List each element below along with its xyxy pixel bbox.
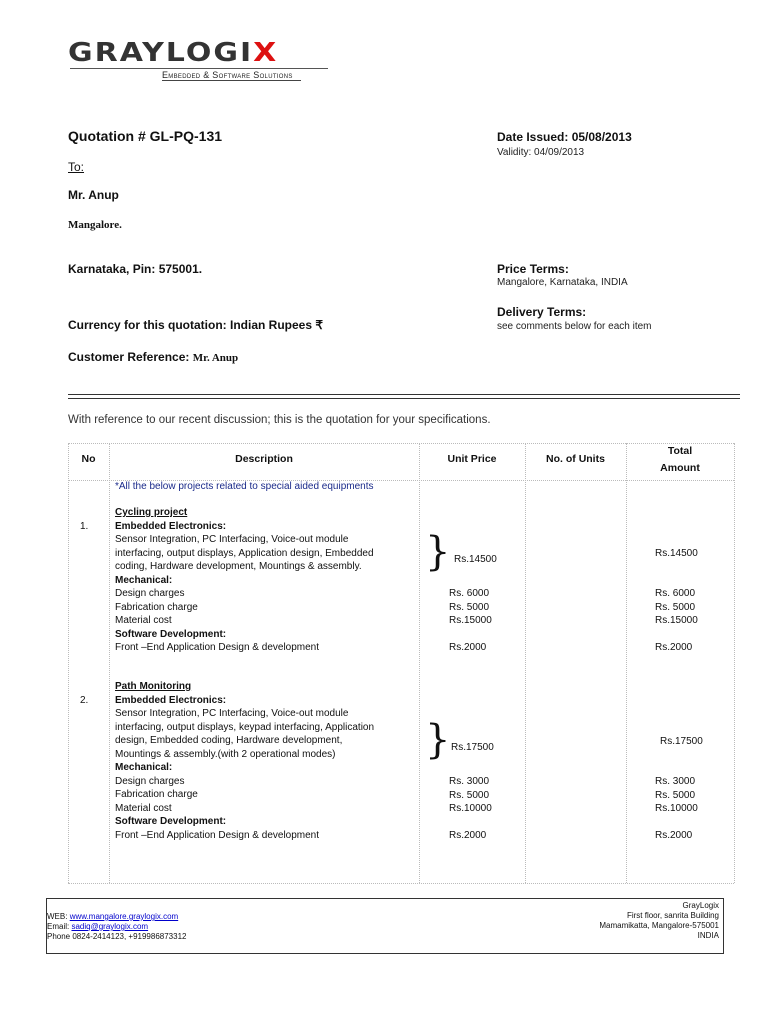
brace-icon: } (425, 529, 451, 575)
total-amount: Rs. 3000 (655, 776, 696, 787)
logo-text-x: X (253, 38, 279, 68)
customer-reference (68, 350, 238, 364)
unit-price: Rs.14500 (454, 554, 497, 565)
footer-box (46, 898, 724, 954)
col-header-total (626, 443, 734, 477)
description-line: Design charges (115, 588, 185, 599)
unit-price-column (449, 587, 492, 655)
company-logo (68, 38, 278, 68)
total-amount: Rs. 6000 (655, 588, 696, 599)
description-line: interfacing, output displays, Application design, Embedded (115, 547, 374, 559)
col-header-description: Description (235, 453, 293, 465)
unit-price-column (449, 775, 492, 843)
col-header-units: No. of Units (546, 453, 605, 465)
item-description (115, 506, 415, 655)
customer-reference-value: Mr. Anup (192, 352, 239, 364)
logo-divider (70, 68, 328, 69)
delivery-terms: see comments below for each item (497, 321, 652, 332)
total-amount: Rs.2000 (655, 642, 693, 653)
description-line: Material cost (115, 615, 172, 626)
footer-web-label: WEB: (47, 912, 68, 921)
item-description (115, 680, 415, 842)
total-amount: Rs.15000 (655, 615, 698, 626)
description-line: Mountings & assembly.(with 2 operational modes) (115, 748, 336, 760)
col-header-no: No (81, 453, 96, 465)
section-label: Embedded Electronics: (115, 694, 227, 706)
brace-icon: } (425, 717, 451, 763)
col-header-unit-price: Unit Price (447, 453, 497, 465)
item-number: 1. (80, 521, 89, 532)
total-amount-column (655, 587, 698, 655)
description-line: Fabrication charge (115, 601, 198, 613)
delivery-terms-label: Delivery Terms: (497, 305, 587, 319)
logo-tagline: Embedded & Software Solutions (162, 70, 301, 81)
quotation-number: Quotation # GL-PQ-131 (68, 128, 223, 144)
description-line: Material cost (115, 802, 172, 814)
footer-address-line: Mamamikatta, Mangalore-575001 (599, 921, 719, 930)
price-terms: Mangalore, Karnataka, INDIA (497, 277, 628, 288)
footer-company: GrayLogix (682, 901, 719, 910)
customer-city: Mangalore. (68, 219, 122, 231)
description-line: interfacing, output displays, keypad interfacing, Application (115, 721, 375, 733)
total-amount: Rs.10000 (655, 803, 698, 814)
section-label: Mechanical: (115, 574, 173, 586)
description-line: Front –End Application Design & development (115, 829, 320, 841)
total-amount-column (655, 775, 698, 843)
unit-price: Rs. 5000 (449, 601, 490, 613)
item-title: Cycling project (115, 507, 188, 518)
col-header-total-line2: Amount (660, 462, 700, 474)
projects-note: *All the below projects related to special aided equipments (115, 481, 374, 492)
table-col-line (525, 443, 526, 883)
intro-text: With reference to our recent discussion; this is the quotation for your specifications. (68, 414, 491, 426)
unit-price: Rs. 6000 (449, 588, 490, 599)
unit-price: Rs.2000 (449, 830, 487, 841)
total-amount: Rs.17500 (660, 736, 703, 747)
divider-rule-bottom (68, 398, 740, 399)
total-amount: Rs. 5000 (655, 601, 696, 613)
currency-line: Currency for this quotation: Indian Rupees ₹ (68, 318, 323, 332)
description-line: design, Embedded coding, Hardware development, (115, 735, 343, 746)
customer-state: Karnataka, Pin: 575001. (68, 262, 203, 276)
unit-price: Rs.15000 (449, 615, 492, 626)
to-label: To: (68, 160, 85, 174)
footer-web (47, 912, 186, 922)
description-line: coding, Hardware development, Mountings & assembly. (115, 561, 362, 572)
total-amount: Rs.2000 (655, 830, 693, 841)
description-line: Fabrication charge (115, 789, 198, 800)
footer-email-label: Email: (47, 922, 70, 931)
description-line: Sensor Integration, PC Interfacing, Voice-out module (115, 534, 349, 545)
email-link[interactable]: sadiq@graylogix.com (71, 922, 149, 931)
unit-price: Rs.10000 (449, 803, 492, 814)
section-label: Software Development: (115, 816, 227, 827)
footer-address-line: First floor, sanrita Building (626, 911, 719, 920)
website-link[interactable]: www.mangalore.graylogix.com (69, 912, 179, 921)
customer-reference-label: Customer Reference: (68, 350, 190, 364)
footer-contact (47, 912, 186, 942)
description-line: Front –End Application Design & development (115, 642, 320, 653)
date-issued: Date Issued: 05/08/2013 (497, 130, 632, 144)
table-border-bottom (68, 883, 734, 884)
unit-price: Rs. 5000 (449, 789, 490, 801)
footer-address (599, 901, 719, 941)
item-title: Path Monitoring (115, 681, 192, 692)
table-col-line (626, 443, 627, 883)
description-line: Sensor Integration, PC Interfacing, Voice-out module (115, 708, 349, 719)
col-header-total-line1: Total (667, 445, 693, 457)
unit-price: Rs.2000 (449, 642, 487, 653)
table-col-line (109, 443, 110, 883)
total-amount: Rs.14500 (655, 548, 698, 559)
footer-phone: Phone 0824-2414123, +919986873312 (47, 932, 187, 941)
table-col-line (68, 443, 69, 883)
description-line: Design charges (115, 775, 185, 787)
footer-country: INDIA (697, 931, 719, 940)
unit-price: Rs.17500 (451, 742, 494, 753)
total-amount: Rs. 5000 (655, 789, 696, 801)
table-col-line (419, 443, 420, 883)
logo-text: GRAYLOGI (68, 38, 254, 68)
price-terms-label: Price Terms: (497, 262, 569, 276)
validity: Validity: 04/09/2013 (497, 147, 585, 158)
section-label: Mechanical: (115, 762, 173, 773)
section-label: Embedded Electronics: (115, 520, 227, 532)
section-label: Software Development: (115, 628, 227, 640)
footer-email (47, 922, 186, 932)
divider-rule-top (68, 394, 740, 395)
item-number: 2. (80, 695, 89, 706)
customer-name: Mr. Anup (68, 188, 119, 202)
table-col-line (734, 443, 735, 883)
unit-price: Rs. 3000 (449, 776, 490, 787)
